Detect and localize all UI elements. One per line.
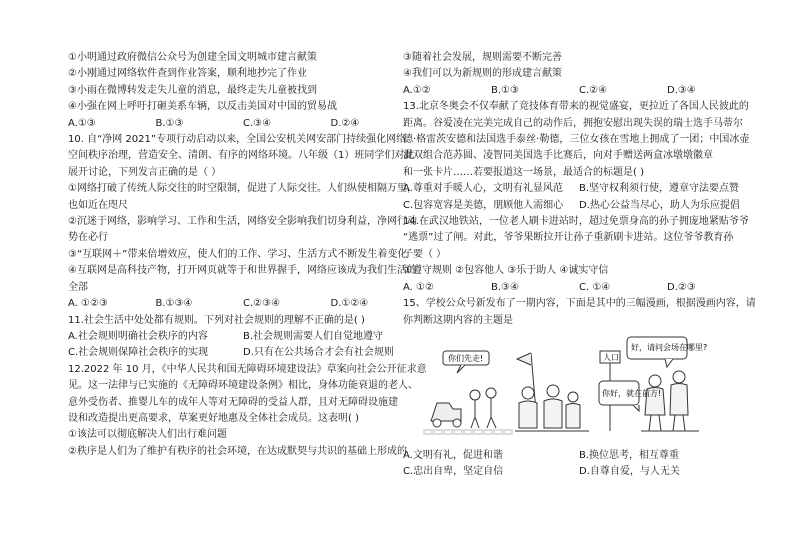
text-line: ④互联网是高科技产物，打开网页就等于和世界握手，网络应该成为我们生活的 <box>68 265 417 277</box>
text-line: 和一张卡片……若要报道这一场景，最适合的标题是( ) <box>403 166 644 178</box>
cartoon-panel-1 <box>423 351 513 435</box>
text-line: ①小明通过政府微信公众号为创建全国文明城市建言献策 <box>68 52 317 63</box>
text-line: ①遵守规则 ②包容他人 ③乐于助人 ④诚实守信 <box>403 265 609 277</box>
choice-a: A.①② <box>403 84 431 96</box>
text-line: 见。这一法律与已实施的《无障碍环境建设条例》相比，身体功能衰退的老人、 <box>68 380 418 392</box>
q13-choices-row2 <box>403 198 755 214</box>
choice-c: C.社会规则保障社会秩序的实现 <box>68 347 209 359</box>
text-line: ④我们可以为新规则的形成建言献策 <box>403 68 562 80</box>
text-line: ③小雨在微博转发走失儿童的消息，最终走失儿童被找到 <box>68 84 317 96</box>
choice-c: C.②③④ <box>243 298 281 310</box>
q15-choices-row1 <box>403 448 755 464</box>
choice-c: C.忠出自卑，坚定自信 <box>403 466 504 478</box>
text-line: 设和改造提出更高要求，草案更好地惠及全体社会成员。这表明( ) <box>68 412 359 424</box>
text-line: ②小刚通过网络软件查到作业答案，顺利地抄完了作业 <box>68 68 307 80</box>
choice-c: C.③④ <box>243 117 272 129</box>
text-line: 14.在武汉地铁站，一位老人刷卡进站时，超过免票身高的孙子拥庞地紧贴爷爷 <box>403 216 749 228</box>
q12-choices <box>403 83 755 99</box>
text-line: 你判断这期内容的主题是 <box>403 314 513 326</box>
text-line: 全部 <box>68 281 88 293</box>
choice-a: A. ①② <box>403 281 434 293</box>
question-10 <box>68 132 418 296</box>
text-line: 混双组合范苏圆、凌智同美国选手比赛后，向对手赠送两盒冰墩墩徽章 <box>403 150 713 162</box>
choice-a: A.①③ <box>68 117 96 129</box>
choice-b: B.①③④ <box>155 298 193 310</box>
text-line: 距离。谷爱凌在完美完成自己的动作后，拥抱安慰出现失误的瑞士选手马蒂尔 <box>403 117 743 129</box>
text-line: ②秩序是人们为了维护有秩序的社会环境，在达成默契与共识的基础上形成的 <box>68 445 407 457</box>
choice-d: D.自尊自爱，与人无关 <box>579 466 680 478</box>
text-line: 势在必行 <box>68 232 108 244</box>
text-line: ②沉迷于网络，影响学习、工作和生活，网络安全影响我们切身利益，净网行动 <box>68 216 417 228</box>
q13-choices-row1 <box>403 181 755 197</box>
text-line: 意外受伤者、推婴儿车的成年人等对无障碍的受益人群，且对无障碍设施建 <box>68 396 398 408</box>
right-column <box>403 50 755 481</box>
text-line: 12.2022 年 10 月，《中华人民共和国无障碍环境建设法》草案向社会公开征求意 <box>68 363 427 375</box>
q9-choices <box>68 116 418 132</box>
choice-c: C.②④ <box>579 84 608 96</box>
text-line: 空间秩序治理，营造安全、清朗、有序的网络环境。八年级（1）班同学们对此 <box>68 150 415 162</box>
text-line: ①该法可以彻底解决人们出行难问题 <box>68 429 227 441</box>
choice-d: D.②④ <box>330 117 360 129</box>
cartoon-bubble-2: 好，请问会场在哪里? <box>631 342 708 352</box>
q11-choices-row1 <box>68 329 418 345</box>
text-line: ④小强在网上呼吁打砸美系车辆，以反击美国对中国的贸易战 <box>68 101 337 113</box>
text-line: 子要（ ） <box>403 248 447 260</box>
text-line: ①网络打破了传统人际交往的时空限制，促进了人际交往。人们纵使相隔万里， <box>68 183 417 195</box>
choice-a: A. ①②③ <box>68 298 108 310</box>
choice-d: D.只有在公共场合才会有社会规则 <box>243 347 394 359</box>
q10-choices <box>68 296 418 312</box>
cartoon-bubble-3: 你好，就在前方! <box>602 388 662 398</box>
choice-a: A.尊重对手暖人心，文明有礼显风范 <box>403 183 563 195</box>
text-line: 展开讨论，下列发言正确的是（ ） <box>68 166 222 178</box>
text-line: “逃票”过了闸。对此，爷爷果断拉开让孙子重新刷卡进站。这位爷爷教育孙 <box>403 232 734 244</box>
question-14 <box>403 214 755 280</box>
choice-d: D.①②④ <box>330 298 369 310</box>
text-line: ③“互联网＋”带来倍增效应，使人们的工作、学习、生活方式不断发生着变化 <box>68 248 408 260</box>
choice-a: A.社会规则明确社会秩序的内容 <box>68 330 208 342</box>
choice-b: B.坚守权利须行使，遵章守法要点赞 <box>579 183 740 195</box>
q15-choices-row2 <box>403 464 755 480</box>
text-line: 10. 自“净网 2021”专项行动启动以来，全国公安机关网安部门持续强化网络 <box>68 134 407 146</box>
choice-b: B.换位思考，相互尊重 <box>579 449 680 461</box>
cartoon-bubble-1: 你们先走! <box>448 353 484 363</box>
cartoon-panel-2 <box>515 353 589 431</box>
cartoon-sign: 人口 <box>603 352 619 362</box>
cartoon-illustration <box>403 333 755 448</box>
choice-c: C. ①④ <box>579 281 611 293</box>
text-line: 11.社会生活中处处都有规则。下列对社会规则的理解不正确的是( ) <box>68 314 365 326</box>
choice-a: A.文明有礼，促进和谐 <box>403 449 503 461</box>
q11-choices-row2 <box>68 345 418 361</box>
choice-c: C.包容宽容是美德，朋顾他人需细心 <box>403 199 564 211</box>
choice-b: B.①③ <box>491 84 519 96</box>
q9-options <box>68 50 418 116</box>
choice-d: D.②③ <box>667 281 696 293</box>
choice-d: D.③④ <box>667 84 696 96</box>
question-13 <box>403 99 755 181</box>
choice-b: B.社会规则需要人们自觉地遵守 <box>243 330 384 342</box>
choice-d: D.热心公益当尽心，助人为乐应提倡 <box>579 199 740 211</box>
q14-choices <box>403 280 755 296</box>
question-15 <box>403 296 755 329</box>
text-line: ③随着社会发展，规则需要不断完善 <box>403 52 562 63</box>
question-12 <box>68 362 427 460</box>
text-line: 13.北京冬奥会不仅奉献了竞技体育带来的视觉盛宴，更拉近了各国人民彼此的 <box>403 101 749 113</box>
choice-b: B.①③ <box>155 117 184 129</box>
cartoon-panels <box>403 333 755 448</box>
question-12-continued <box>403 50 755 83</box>
choice-b: B.③④ <box>491 281 519 293</box>
text-line: 15、学校公众号新发布了一期内容，下面是其中的三幅漫画，根据漫画内容，请 <box>403 298 756 310</box>
question-11 <box>68 313 418 329</box>
text-line: 德·格雷茨安德和法国选手泰丝·勒德，三位女孩在雪地上拥成了一团；中国冰壶 <box>403 134 750 146</box>
text-line: 也如近在咫尺 <box>68 199 128 211</box>
